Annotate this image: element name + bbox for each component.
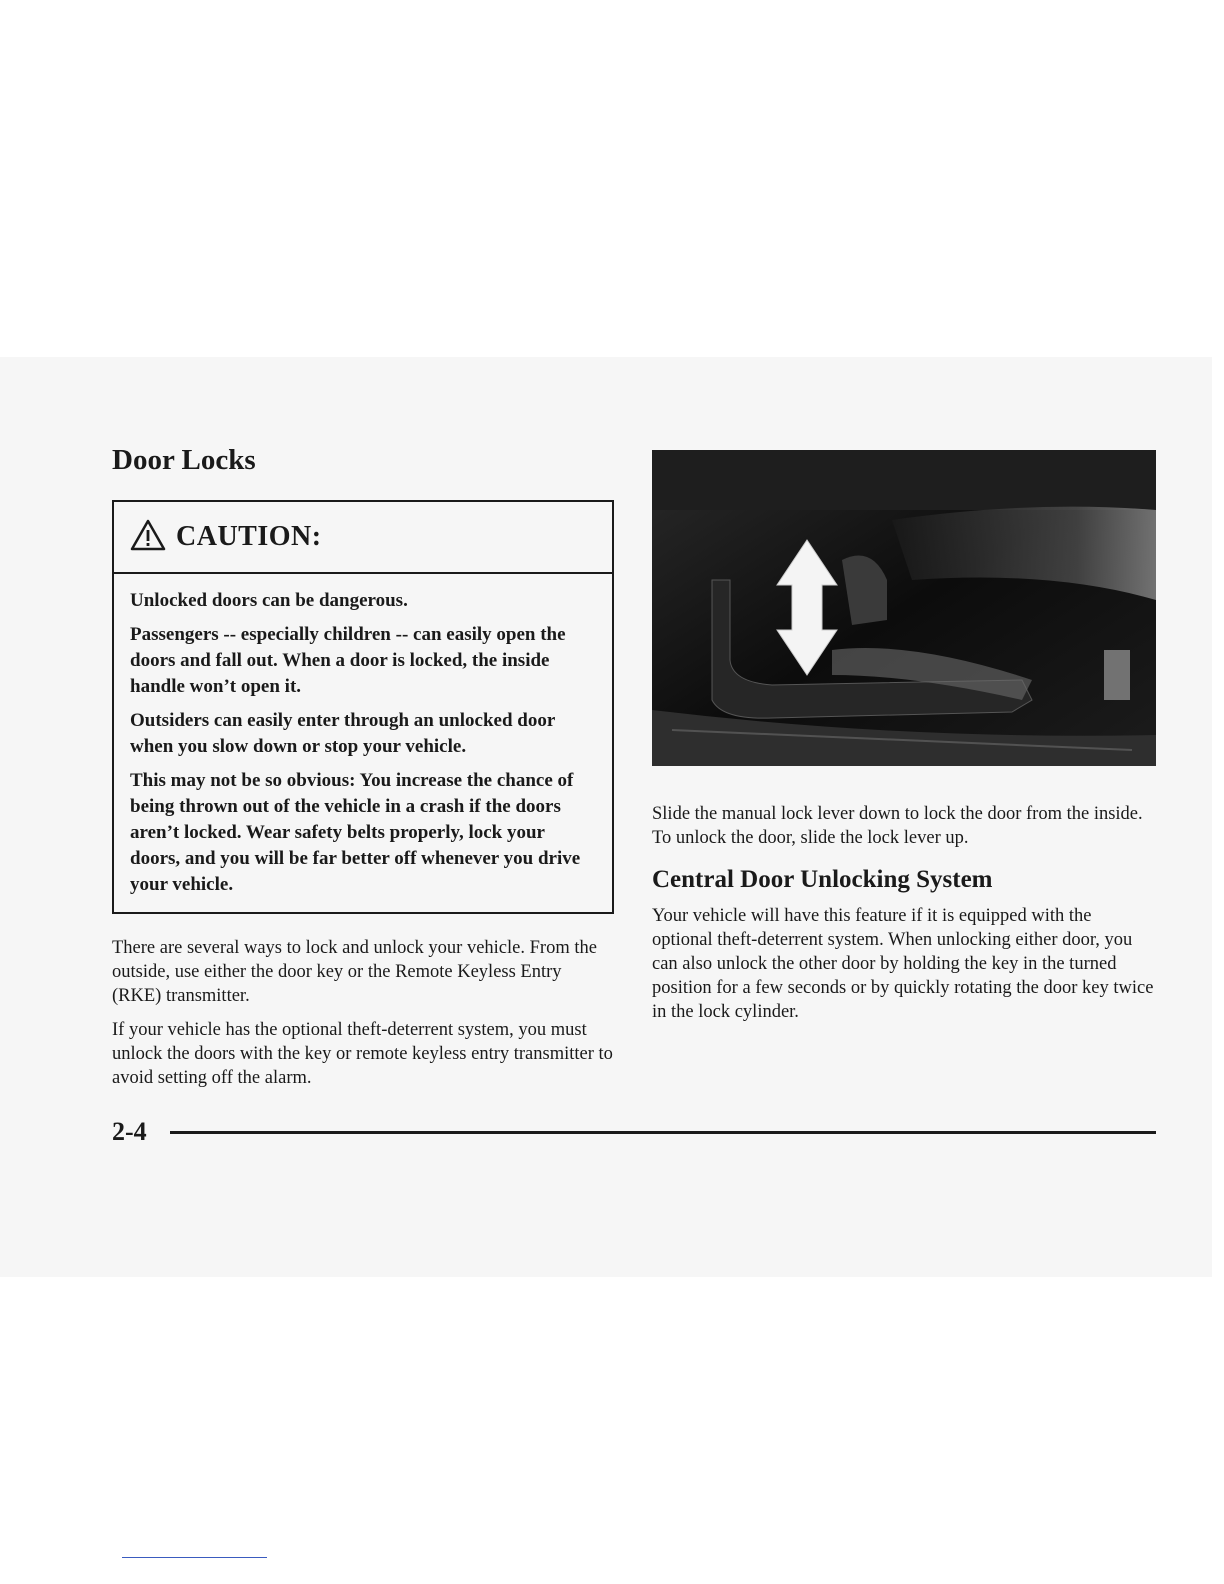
caution-body [114, 574, 612, 912]
caution-paragraph: Outsiders can easily enter through an unlocked door when you slow down or stop your vehicle. [130, 710, 555, 757]
divider [122, 1557, 267, 1558]
warning-triangle-icon [130, 519, 176, 556]
section-title: Door Locks [112, 444, 256, 476]
body-paragraph: There are several ways to lock and unlock your vehicle. From the outside, use either the door key or the Remote Keyless Entry (RKE) transmitter. [112, 938, 597, 1006]
caution-paragraph: This may not be so obvious: You increase the chance of being thrown out of the vehicle in a crash if the doors aren’t locked. Wear safety belts properly, lock your doors, and you will be far better off whenever you drive your vehicle. [130, 770, 581, 895]
door-lock-photo [652, 450, 1156, 766]
page-number: 2-4 [112, 1117, 147, 1146]
caution-box [112, 500, 614, 914]
caution-paragraph: Passengers -- especially children -- can easily open the doors and fall out. When a door is locked, the inside handle won’t open it. [130, 624, 566, 697]
left-column [112, 440, 614, 1100]
caution-header [114, 502, 612, 574]
right-column [652, 450, 1156, 1034]
body-paragraph: If your vehicle has the optional theft-deterrent system, you must unlock the doors with the key or remote keyless entry transmitter to avoid setting off the alarm. [112, 1020, 613, 1088]
subheading: Central Door Unlocking System [652, 866, 993, 893]
body-paragraph: Your vehicle will have this feature if it is equipped with the optional theft-deterrent system. When unlocking either door, you can also unlock the other door by holding the key in the turned position for a few seconds or by quickly rotating the door key twice in the lock cylinder. [652, 906, 1154, 1022]
footer-rule [170, 1131, 1156, 1134]
caution-label: CAUTION: [176, 521, 322, 552]
caution-paragraph: Unlocked doors can be dangerous. [130, 590, 408, 611]
photo-caption: Slide the manual lock lever down to lock the door from the inside. To unlock the door, slide the lock lever up. [652, 804, 1143, 848]
